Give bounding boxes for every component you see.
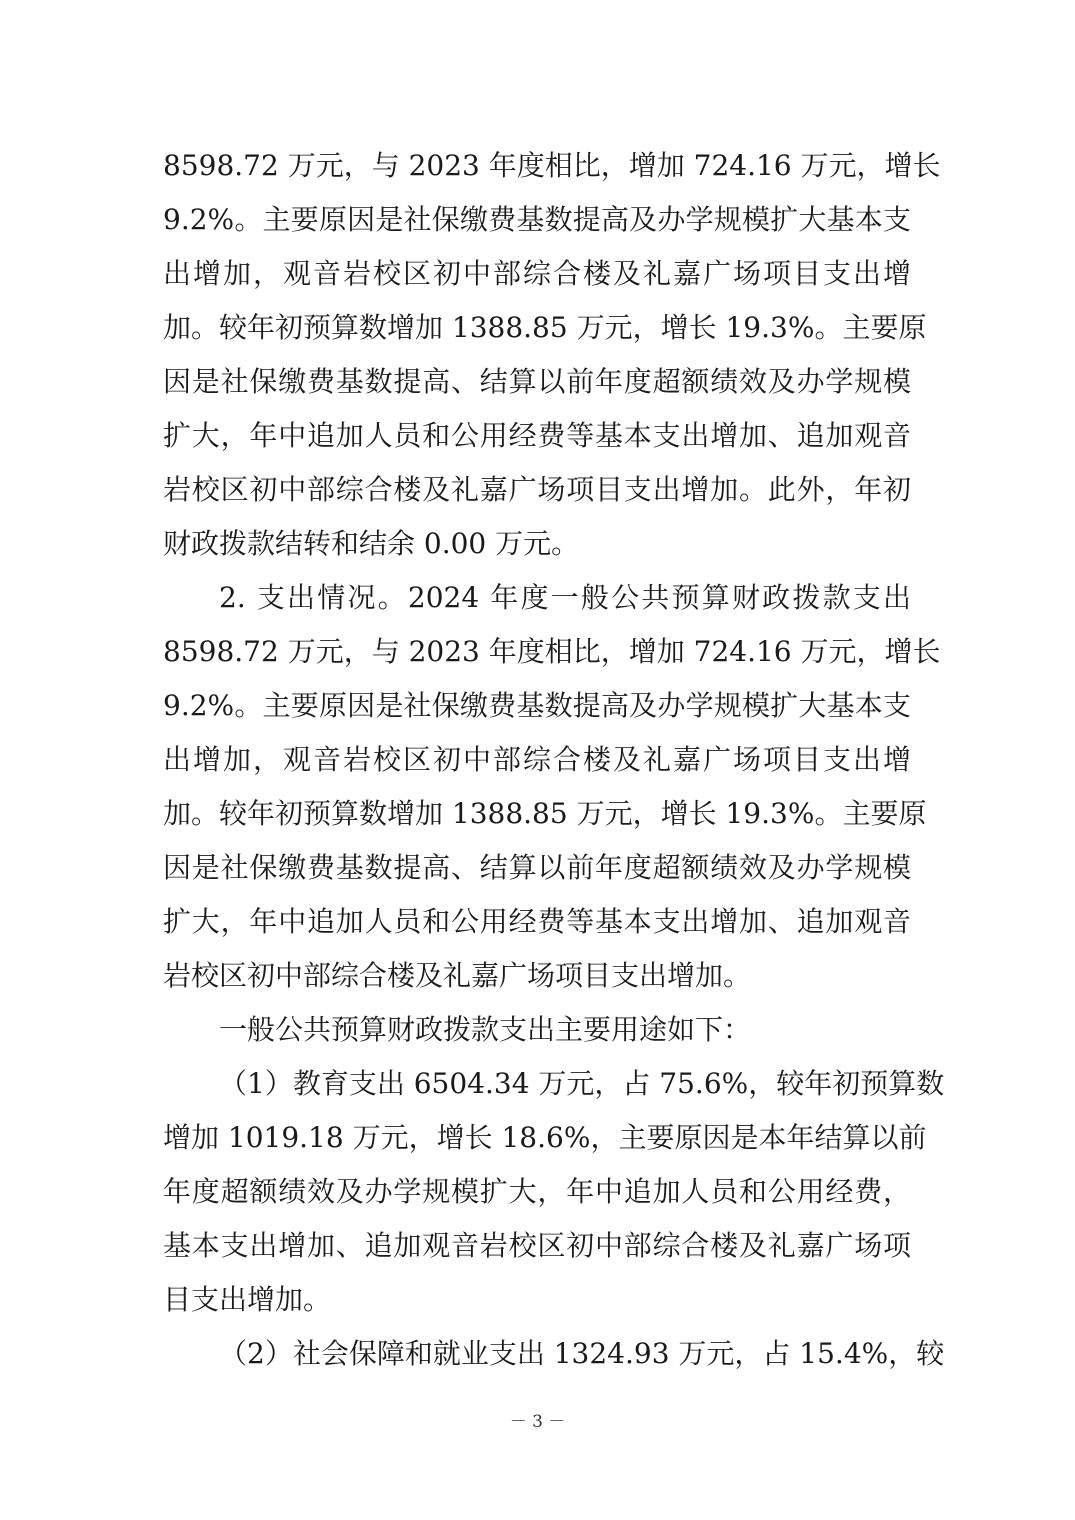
text-line: 8598.72 万元，与 2023 年度相比，增加 724.16 万元，增长: [163, 635, 941, 668]
text-line: （2）社会保障和就业支出 1324.93 万元，占 15.4%，较: [219, 1337, 945, 1370]
page-number: － 3 －: [509, 1412, 566, 1432]
text-line: 9.2%。主要原因是社保缴费基数提高及办学规模扩大基本支: [163, 203, 911, 236]
text-line: 出增加，观音岩校区初中部综合楼及礼嘉广场项目支出增: [163, 743, 911, 776]
text-line: 因是社保缴费基数提高、结算以前年度超额绩效及办学规模: [163, 365, 911, 398]
text-line: 基本支出增加、追加观音岩校区初中部综合楼及礼嘉广场项: [163, 1229, 911, 1262]
text-line: 扩大，年中追加人员和公用经费等基本支出增加、追加观音: [163, 905, 911, 938]
text-line: 加。较年初预算数增加 1388.85 万元，增长 19.3%。主要原: [163, 797, 927, 830]
text-line: 财政拨款结转和结余 0.00 万元。: [163, 527, 580, 560]
text-line: 出增加，观音岩校区初中部综合楼及礼嘉广场项目支出增: [163, 257, 911, 290]
text-line: 岩校区初中部综合楼及礼嘉广场项目支出增加。: [163, 959, 752, 992]
text-line: （1）教育支出 6504.34 万元，占 75.6%，较年初预算数: [219, 1067, 945, 1100]
text-line: 因是社保缴费基数提高、结算以前年度超额绩效及办学规模: [163, 851, 911, 884]
text-line: 一般公共预算财政拨款支出主要用途如下：: [219, 1013, 752, 1046]
text-line: 年度超额绩效及办学规模扩大，年中追加人员和公用经费，: [163, 1175, 911, 1208]
text-line: 增加 1019.18 万元，增长 18.6%，主要原因是本年结算以前: [163, 1121, 927, 1154]
text-line: 8598.72 万元，与 2023 年度相比，增加 724.16 万元，增长: [163, 149, 941, 182]
text-line: 9.2%。主要原因是社保缴费基数提高及办学规模扩大基本支: [163, 689, 911, 722]
text-line: 岩校区初中部综合楼及礼嘉广场项目支出增加。此外，年初: [163, 473, 911, 506]
text-line: 加。较年初预算数增加 1388.85 万元，增长 19.3%。主要原: [163, 311, 927, 344]
text-line: 2. 支出情况。2024 年度一般公共预算财政拨款支出: [219, 581, 911, 614]
text-line: 扩大，年中追加人员和公用经费等基本支出增加、追加观音: [163, 419, 911, 452]
text-line: 目支出增加。: [163, 1283, 332, 1316]
